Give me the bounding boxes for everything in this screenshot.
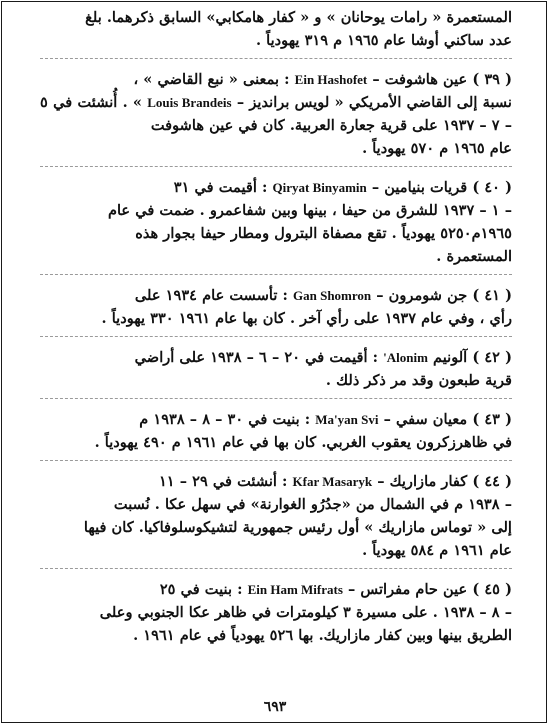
entry-text: : بنيت في ٣٠ – ٨ – ١٩٣٨ م [139,411,311,428]
divider [40,460,512,461]
entry-text: : أنشئت في ٢٩ – ١١ [158,473,288,490]
entry-text: : أقيمت في ٢٠ – ٦ – ١٩٣٨ على أراضي [134,349,379,366]
divider [40,58,512,59]
entry-text: في ظاهرزكرون يعقوب الغربي. كان بها في عام ١٩٦١ م ٤٩٠ يهودياً . [94,434,512,451]
divider [40,568,512,569]
entry-latin-name: Kfar Masaryk [292,474,373,489]
entry-heading: ( ٤٥ ) عين حام مفراتس – [348,581,512,598]
entry-text: إلى « توماس مازاريك » أول رئيس جمهورية لتشيكوسلوفاكيا. كان فيها [83,519,512,536]
entry-text: الطريق بينها وبين كفار مازاريك. بها ٥٢٦ يهودياً في عام ١٩٦١ . [133,627,512,644]
entry-latin-name: Ma'yan Svi [315,412,379,427]
entry-text: عام ١٩٦١ م ٥٨٤ يهودياً . [362,542,512,559]
entry-text: ١٩٦٥م٥٢٥٠ يهودياً . تقع مصفاة البترول ومطار حيفا بجوار هذه [135,225,512,242]
entry-text: : بمعنى « نبع القاضي » ، [133,71,290,88]
document-page [40,6,512,647]
entry-latin-name: Gan Shomron [293,288,372,303]
divider [40,398,512,399]
entry-heading: ( ٣٩ ) عين هاشوفت – [372,71,512,88]
entry-45 [40,578,512,647]
divider [40,336,512,337]
entry-44 [40,470,512,562]
entry-text: المستعمرة . [436,248,512,265]
entry-heading: ( ٤١ ) جن شومرون – [376,287,512,304]
entry-39 [40,68,512,160]
entry-41 [40,284,512,330]
entry-latin-name: Louis Brandeis [147,95,232,110]
entry-text: – ٨ – ١٩٣٨ . على مسيرة ٣ كيلومترات في ظاهر عكا الجنوبي وعلى [99,604,512,621]
entry-text: : أقيمت في ٣١ [173,179,268,196]
divider [40,274,512,275]
entry-latin-name: Ein Ham Mifrats [247,582,343,597]
entry-heading: ( ٤٤ ) كفار مازاريك – [377,473,512,490]
intro-line: عدد ساكني أوشا عام ١٩٦٥ م ٣١٩ يهودياً . [255,32,512,49]
entry-text: رأي ، وفي عام ١٩٣٧ على رأي آخر . كان بها عام ١٩٦١ ٣٣٠ يهودياً . [101,310,512,327]
entry-text: قرية طبعون وقد مر ذكر ذلك . [325,372,512,389]
entry-42 [40,346,512,392]
entry-text: عام ١٩٦٥ م ٥٧٠ يهودياً . [362,140,512,157]
entry-latin-name: 'Alonim [383,350,428,365]
divider [40,166,512,167]
entry-text: » . أُنشئت في ٥ – ٧ – ١٩٣٧ على قرية جعارة العربية. كان في عين هاشوفت [40,94,512,134]
entry-heading: ( ٤٢ ) آلونيم [433,349,512,366]
page-number: ٦٩٣ [263,699,287,715]
entry-text: – ١٩٣٨ م في الشمال من «جدُرُو الغوارنة» في سهل عكا . نُسبت [113,496,512,513]
entry-43 [40,408,512,454]
entry-latin-name: Ein Hashofet [294,72,368,87]
intro-line: المستعمرة « رامات يوحانان » و « كفار هامكابي» السابق ذكرهما. بلغ [85,9,512,26]
entry-heading: ( ٤٠ ) قريات بنيامين – [371,179,512,196]
entry-text: : بنيت في ٢٥ [159,581,243,598]
entry-text: : تأسست عام ١٩٣٤ على [134,287,288,304]
entry-text: – ١ – ١٩٣٧ للشرق من حيفا ، بينها وبين شفاعمرو . ضمت في عام [107,202,512,219]
entry-heading: ( ٤٣ ) معيان سفي – [383,411,512,428]
entry-40 [40,176,512,268]
entry-latin-name: Qiryat Binyamin [272,180,367,195]
entry-text: نسبة إلى القاضي الأمريكي « لويس برانديز – [236,94,512,111]
